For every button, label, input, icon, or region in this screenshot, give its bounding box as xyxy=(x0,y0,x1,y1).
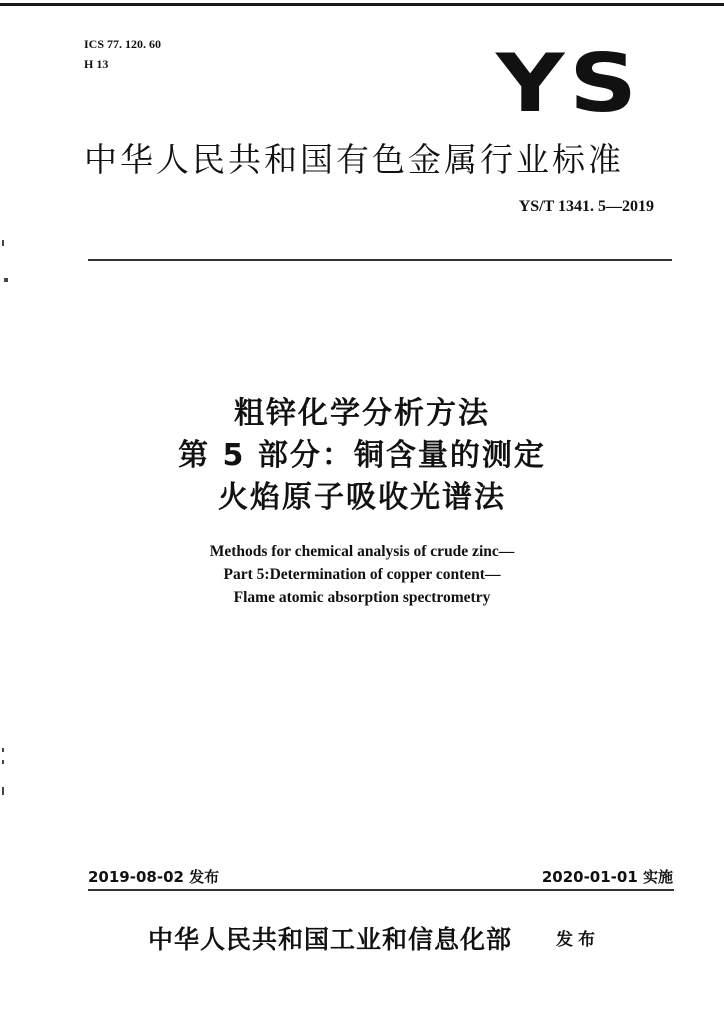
issue-date: 2019-08-02 发布 xyxy=(88,868,220,886)
chinese-title-line-1: 粗锌化学分析方法 xyxy=(234,396,490,431)
ics-code: ICS 77. 120. 60 xyxy=(84,37,162,51)
scan-mark xyxy=(4,278,8,282)
scan-mark xyxy=(2,760,4,764)
scan-mark xyxy=(2,748,4,752)
ccs-code: H 13 xyxy=(84,57,109,71)
scan-mark xyxy=(2,787,4,795)
chinese-title xyxy=(0,393,724,519)
english-title-line-2: Part 5:Determination of copper content— xyxy=(223,566,501,583)
chinese-title-line-3: 火焰原子吸收光谱法 xyxy=(218,480,506,515)
english-title-line-1: Methods for chemical analysis of crude zinc— xyxy=(209,543,515,560)
standard-category: 中华人民共和国有色金属行业标准 xyxy=(84,140,624,179)
classification-codes xyxy=(84,34,161,74)
standard-number: YS/T 1341. 5—2019 xyxy=(518,198,654,215)
header-divider xyxy=(88,259,672,261)
issuing-authority: 中华人民共和国工业和信息化部 xyxy=(148,925,513,954)
chinese-title-line-2: 第 5 部分：铜含量的测定 xyxy=(178,438,546,473)
scan-mark xyxy=(2,240,4,246)
english-title-line-3: Flame atomic absorption spectrometry xyxy=(233,589,491,606)
footer-divider xyxy=(88,889,674,891)
ys-logo: YS xyxy=(496,37,642,130)
issued-label: 发布 xyxy=(556,930,600,950)
implementation-date: 2020-01-01 实施 xyxy=(541,868,673,886)
english-title xyxy=(0,540,724,609)
top-border-rule xyxy=(0,3,724,6)
